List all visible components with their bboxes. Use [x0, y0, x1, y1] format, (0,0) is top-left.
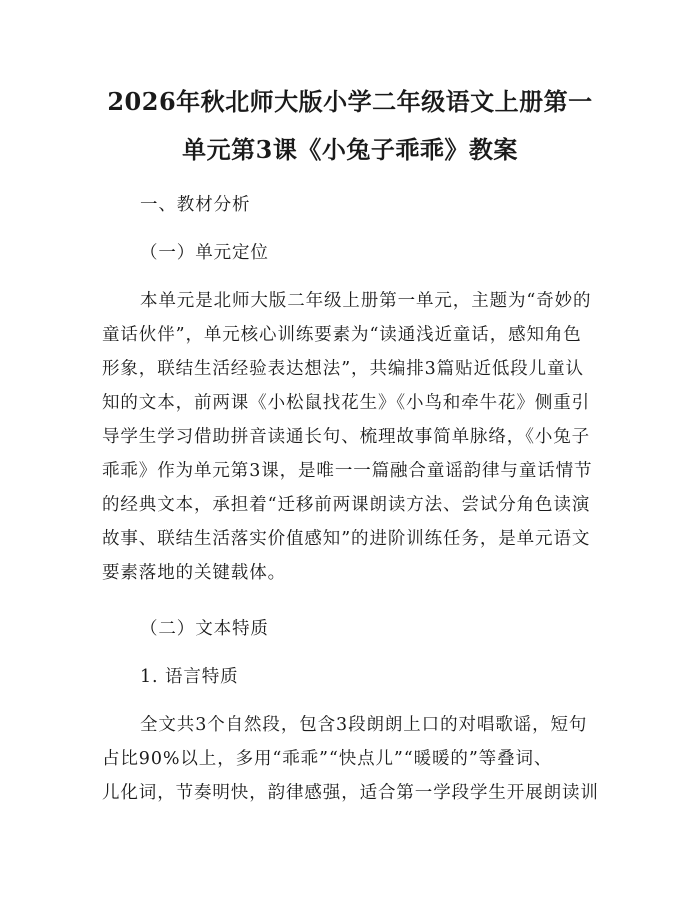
paragraph-line: 的经典文本，承担着“迁移前两课朗读方法、尝试分角色读演 [102, 495, 591, 515]
paragraph-line: 全文共3个自然段，包含3段朗朗上口的对唱歌谣，短句 [140, 715, 588, 735]
paragraph-line: 要素落地的关键载体。 [102, 563, 286, 583]
section-heading-textbook-analysis: 一、教材分析 [140, 195, 251, 215]
subsection-heading-unit-positioning: （一）单元定位 [140, 243, 269, 263]
paragraph-line: 本单元是北师大版二年级上册第一单元，主题为“奇妙的 [140, 291, 592, 311]
paragraph-line: 童话伙伴”，单元核心训练要素为“读通浅近童话，感知角色 [102, 325, 582, 345]
paragraph-line: 导学生学习借助拼音读通长句、梳理故事简单脉络，《小兔子 [102, 427, 591, 447]
paragraph-line: 形象，联结生活经验表达想法”，共编排3篇贴近低段儿童认 [102, 359, 584, 379]
document-title-line-1: 2026年秋北师大版小学二年级语文上册第一 [107, 87, 593, 116]
document-title-line-2: 单元第3课《小兔子乖乖》教案 [182, 135, 518, 164]
paragraph-line: 占比90%以上，多用“乖乖”“快点儿”“暖暖的”等叠词、 [102, 749, 553, 769]
subsection-heading-text-features: （二）文本特质 [140, 619, 269, 639]
paragraph-line: 知的文本，前两课《小松鼠找花生》《小鸟和牵牛花》侧重引 [102, 393, 591, 413]
item-heading-language-features: 1. 语言特质 [140, 667, 239, 687]
paragraph-line: 乖乖》作为单元第3课，是唯一一篇融合童谣韵律与童话情节 [102, 461, 593, 481]
paragraph-line: 儿化词，节奏明快，韵律感强，适合第一学段学生开展朗读训 [102, 783, 599, 803]
paragraph-line: 故事、联结生活落实价值感知”的进阶训练任务，是单元语文 [102, 529, 591, 549]
